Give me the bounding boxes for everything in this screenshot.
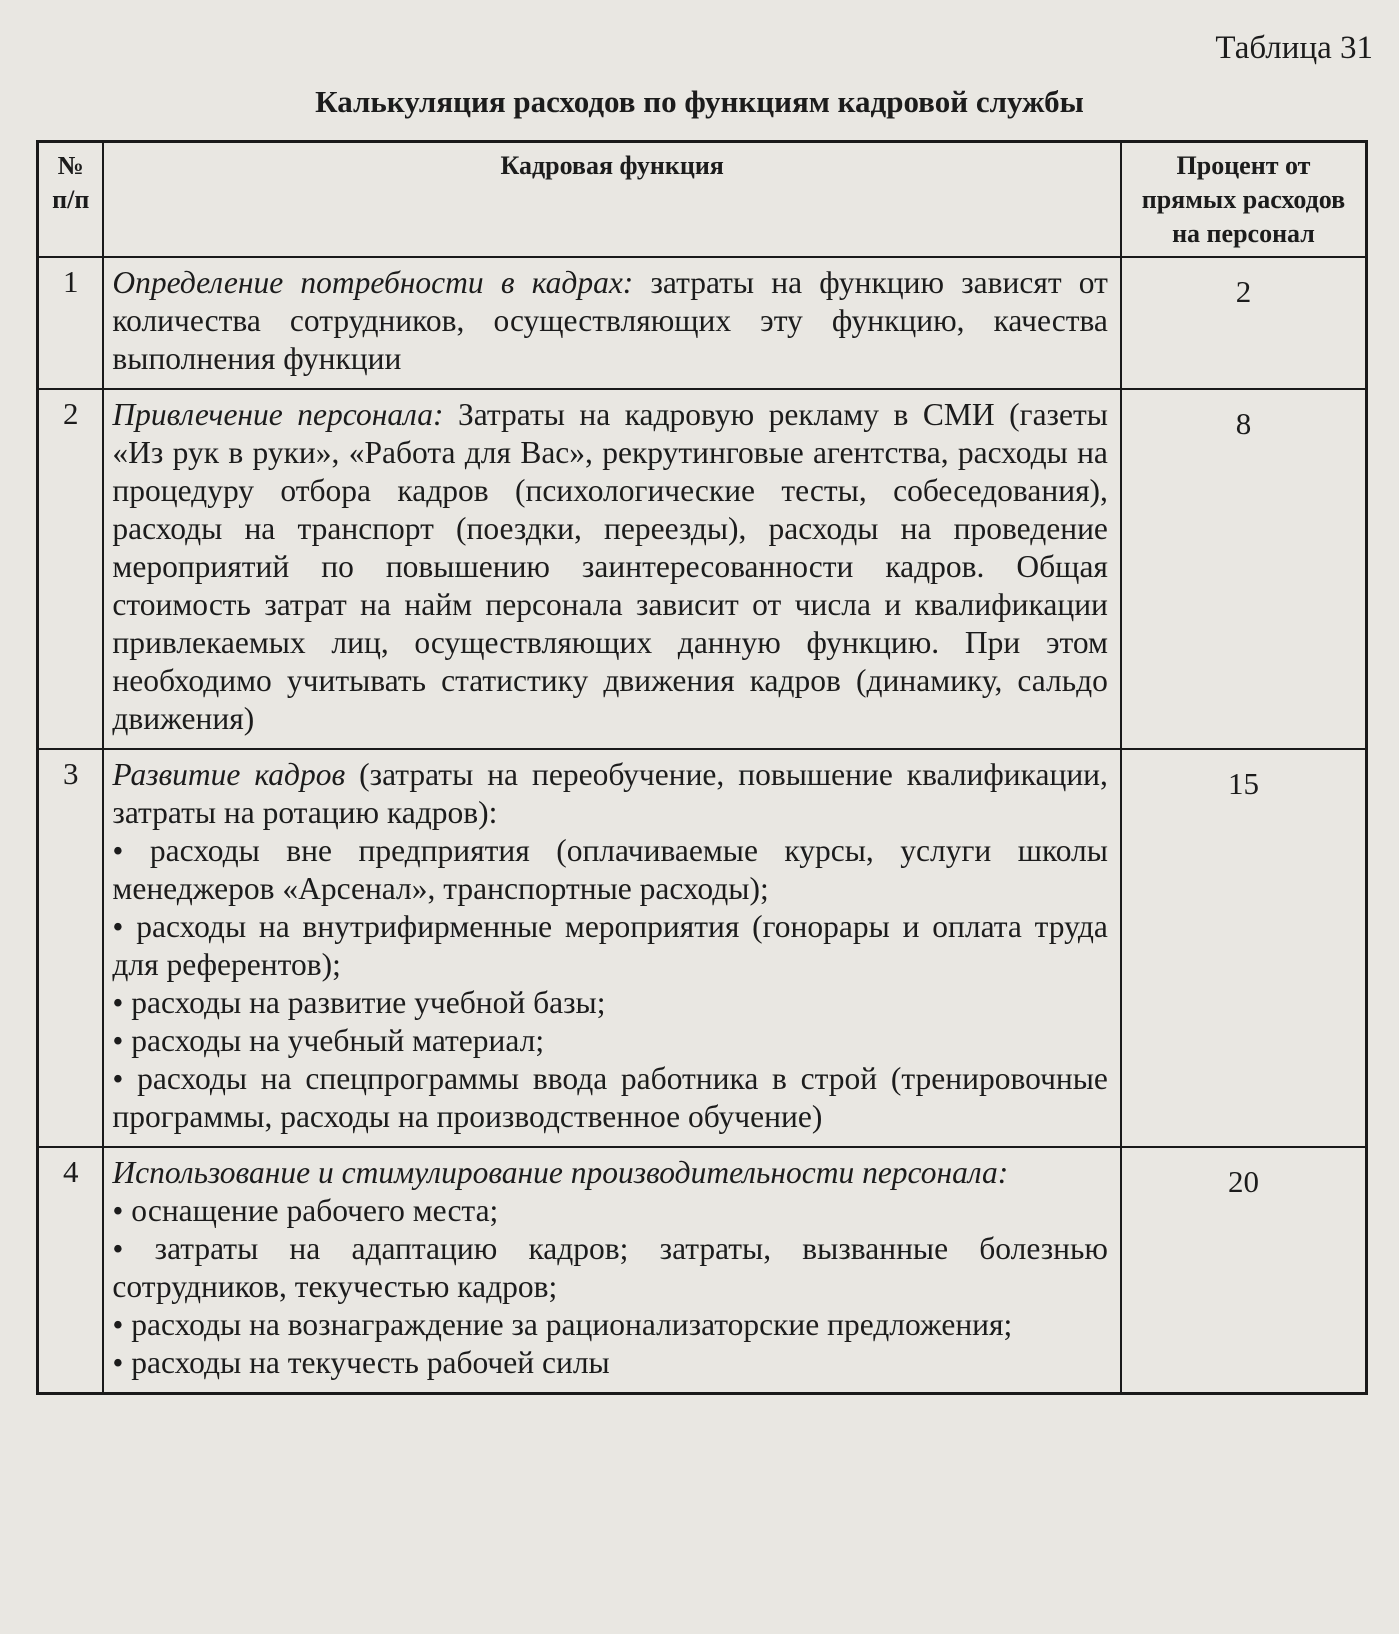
table-row (38, 1147, 1367, 1394)
row-function (103, 389, 1121, 749)
bullet-item: • расходы на учебный материал; (112, 1023, 545, 1059)
bullet-item: • оснащение рабочего места; (112, 1193, 499, 1229)
bullet-item: • расходы на спецпрограммы ввода работника в строй (тренировочные программы, расходы на производственное обучение) (112, 1061, 1108, 1135)
row-num: 1 (38, 257, 104, 389)
row-lead: Привлечение персонала: (112, 397, 444, 433)
expense-table (36, 140, 1368, 1395)
row-lead: Определение потребности в кадрах: (112, 265, 634, 301)
row-text: (затраты на переобучение, повышение квалификации, затраты на ротацию кадров): (112, 757, 1108, 831)
row-percent: 2 (1121, 257, 1367, 389)
row-function (103, 1147, 1121, 1394)
table-row (38, 257, 1367, 389)
row-percent: 15 (1121, 749, 1367, 1147)
table-title: Калькуляция расходов по функциям кадровой службы (315, 84, 1084, 119)
bullet-item: • расходы на вознаграждение за рационализаторские предложения; (112, 1307, 1013, 1343)
bullet-item: • затраты на адаптацию кадров; затраты, вызванные болезнью сотрудников, текучестью кадров; (112, 1231, 1108, 1305)
header-num: № п/п (38, 142, 104, 258)
row-num: 2 (38, 389, 104, 749)
header-percent: Процент от прямых расходов на персонал (1121, 142, 1367, 258)
header-row (38, 142, 1367, 258)
bullet-item: • расходы вне предприятия (оплачиваемые курсы, услуги школы менеджеров «Арсенал», транспортные расходы); (112, 833, 1108, 907)
row-percent: 8 (1121, 389, 1367, 749)
row-lead: Развитие кадров (112, 757, 346, 793)
row-num: 4 (38, 1147, 104, 1394)
row-function (103, 257, 1121, 389)
table-row (38, 389, 1367, 749)
bullet-item: • расходы на развитие учебной базы; (112, 985, 606, 1021)
bullet-item: • расходы на текучесть рабочей силы (112, 1345, 610, 1381)
bullet-item: • расходы на внутрифирменные мероприятия (гонорары и оплата труда для референтов); (112, 909, 1108, 983)
table-number: Таблица 31 (1215, 30, 1373, 66)
row-function (103, 749, 1121, 1147)
row-percent: 20 (1121, 1147, 1367, 1394)
header-function: Кадровая функция (103, 142, 1121, 258)
table-row (38, 749, 1367, 1147)
row-num: 3 (38, 749, 104, 1147)
row-text: Затраты на кадровую рекламу в СМИ (газеты «Из рук в руки», «Работа для Вас», рекрутинговые агентства, расходы на процедуру отбора кадров (психологические тесты, собеседования), расходы на транспорт (поездки, переезды), расходы на проведение мероприятий по повышению заинтересованности кадров. Общая стоимость затрат на найм персонала зависит от числа и квалификации привлекаемых лиц, осуществляющих данную функцию. При этом необходимо учитывать статистику движения кадров (динамику, сальдо движения) (112, 397, 1108, 737)
row-text: затраты на функцию зависят от количества сотрудников, осуществляющих эту функцию, качества выполнения функции (112, 265, 1108, 377)
row-lead: Использование и стимулирование производительности персонала: (112, 1155, 1009, 1191)
